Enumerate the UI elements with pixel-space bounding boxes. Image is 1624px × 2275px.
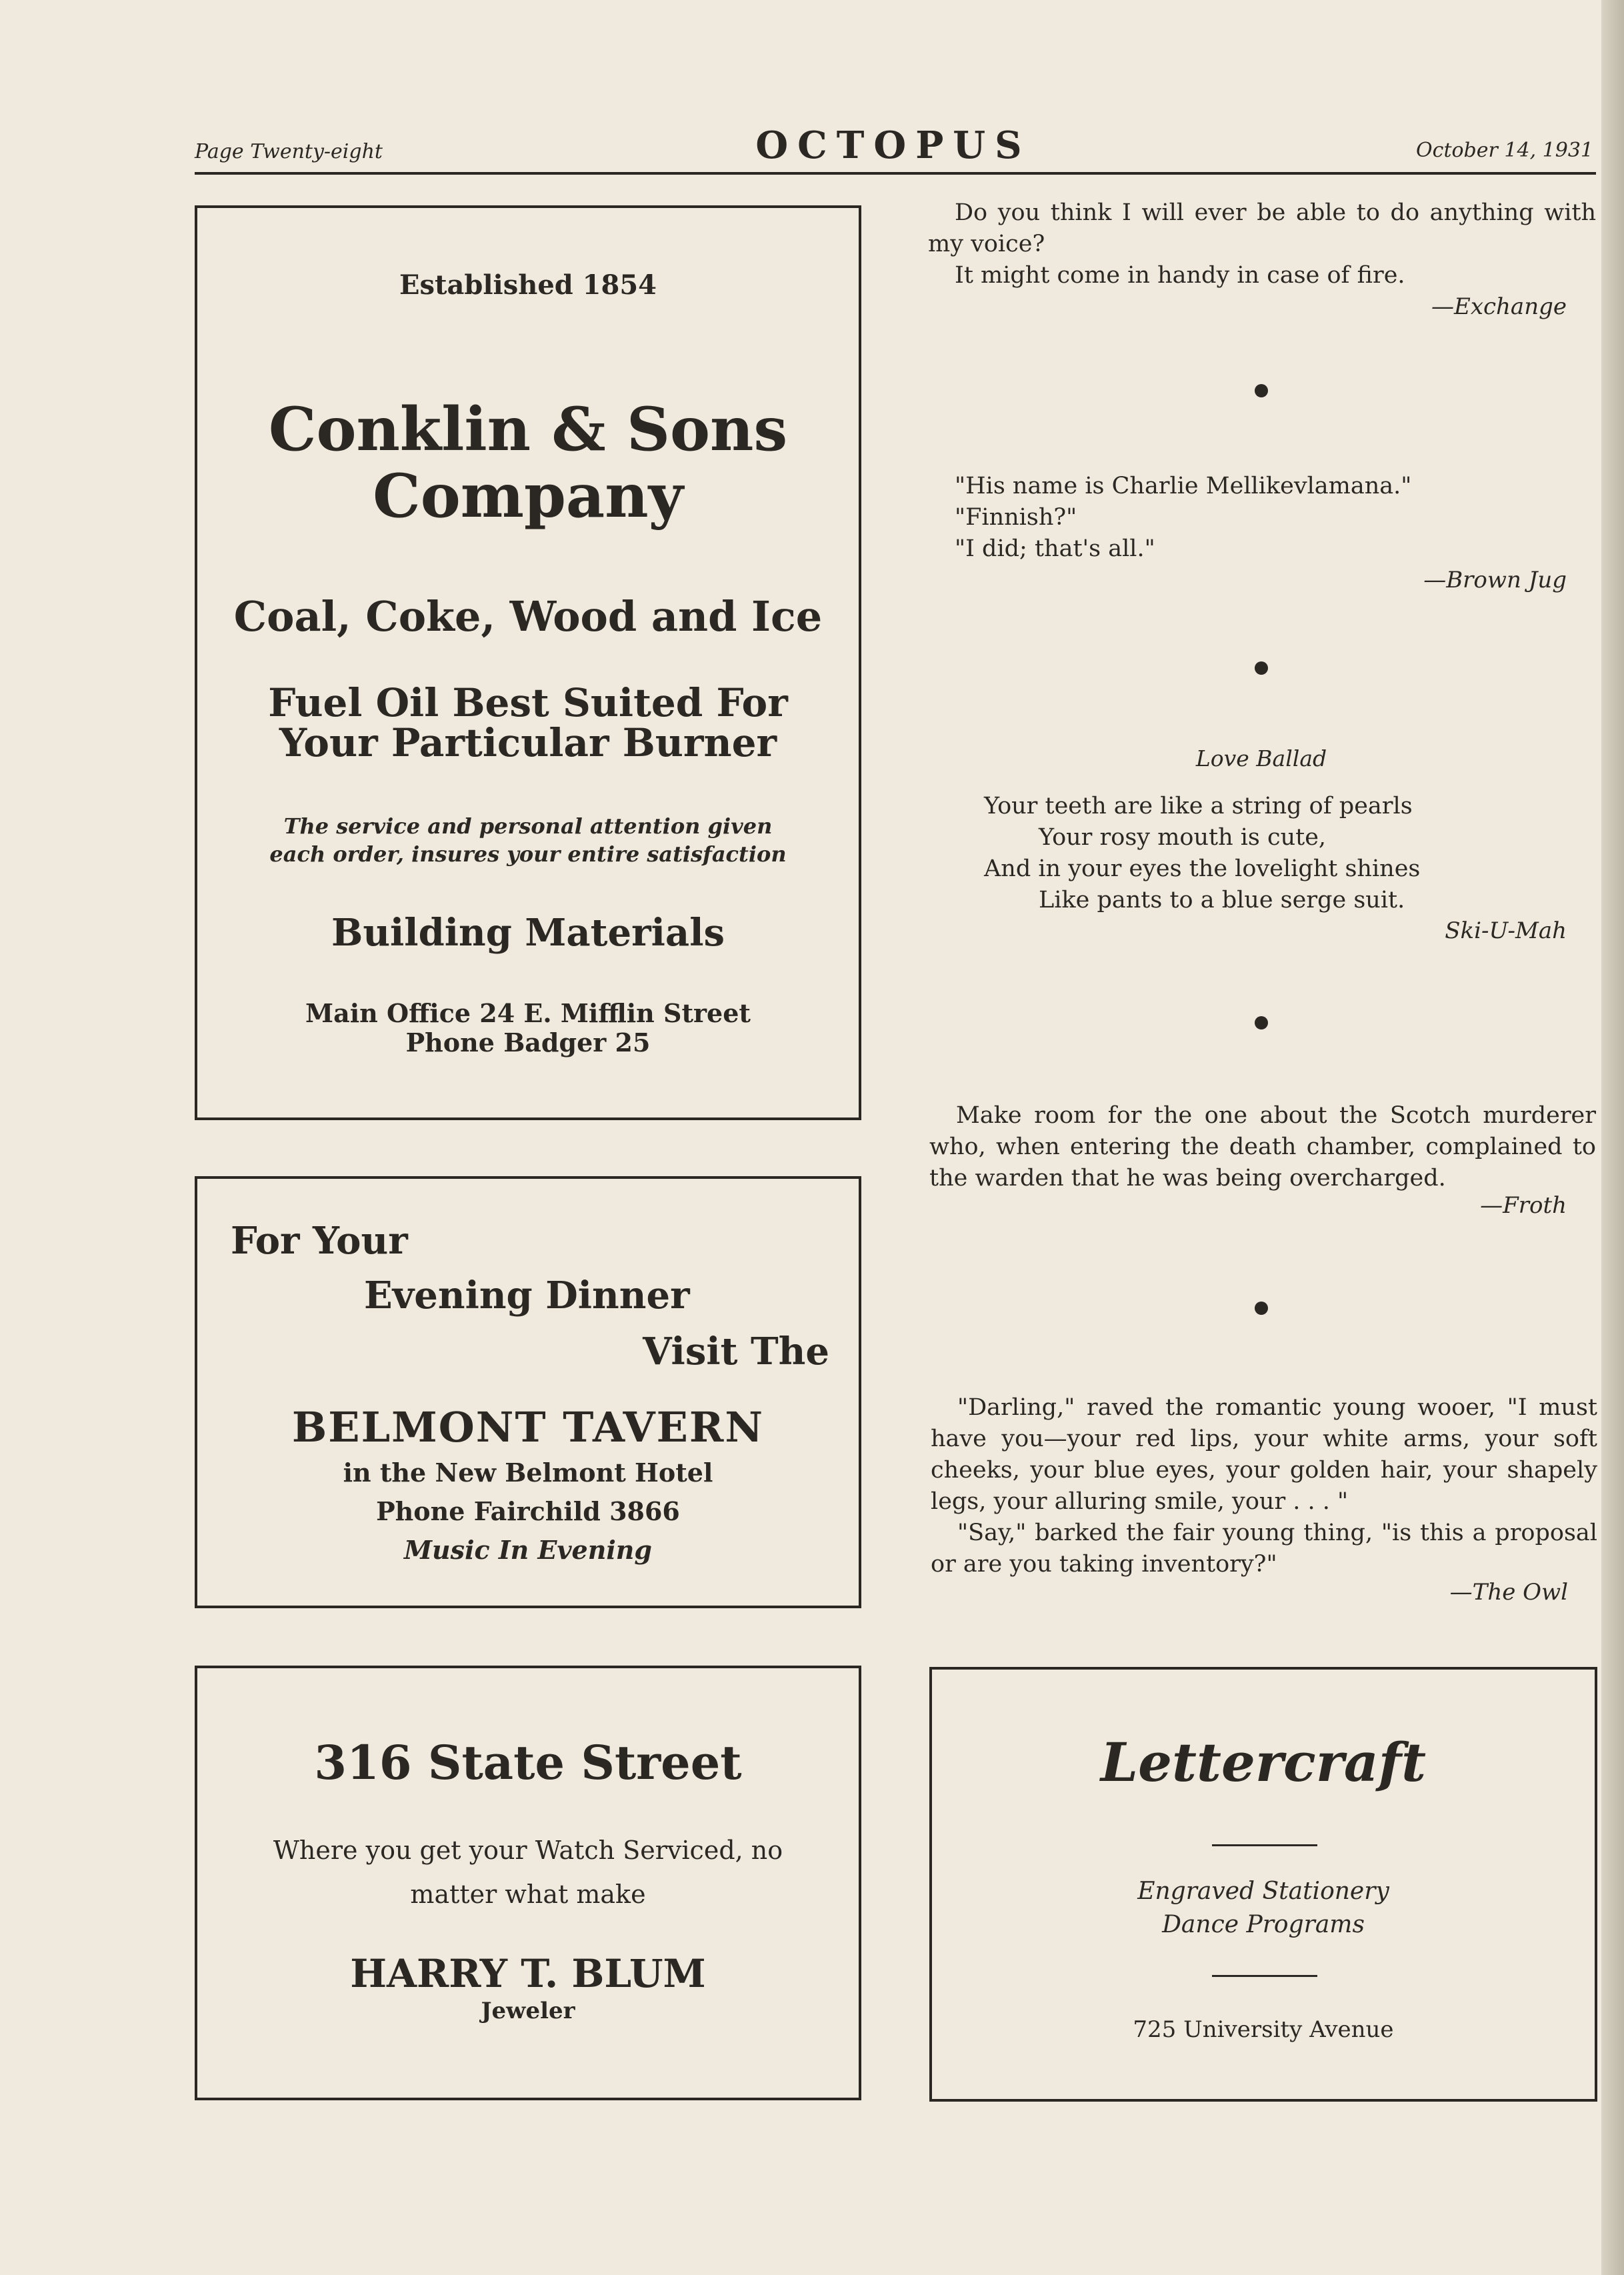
service-line2: each order, insures your entire satisfaction: [269, 841, 787, 867]
source-owl: —The Owl: [1449, 1579, 1568, 1606]
lettercraft-item2: Dance Programs: [1162, 1911, 1365, 1938]
office-info: [197, 999, 859, 1057]
blum-tagline: [224, 1828, 832, 1916]
joke-brown-jug-line1: "His name is Charlie Mellikevlamana.": [955, 473, 1412, 499]
tavern-details: [197, 1454, 859, 1570]
conklin-ad: [195, 205, 861, 1120]
separator-dot: [1255, 384, 1268, 397]
ballad-line4: Like pants to a blue serge suit.: [1039, 887, 1405, 913]
blum-tagline-line2: matter what make: [410, 1880, 646, 1909]
service-line1: The service and personal attention given: [283, 813, 773, 839]
fuel-line2: Your Particular Burner: [279, 720, 777, 765]
belmont-line1: For Your: [231, 1219, 408, 1263]
blum-ad: [195, 1666, 861, 2100]
fuel-line1: Fuel Oil Best Suited For: [268, 680, 788, 725]
joke-brown-jug-line2: "Finnish?": [955, 504, 1077, 531]
blum-name: HARRY T. BLUM: [350, 1951, 706, 1996]
tavern-phone: Phone Fairchild 3866: [376, 1496, 680, 1526]
header-rule: [195, 172, 1596, 175]
lettercraft-ad: [929, 1667, 1597, 2102]
belmont-ad: [195, 1176, 861, 1608]
building-materials: Building Materials: [331, 911, 725, 955]
separator-dot: [1255, 1302, 1268, 1315]
magazine-title: OCTOPUS: [755, 123, 1031, 167]
joke-froth: Make room for the one about the Scotch murderer who, when entering the death chamber, complained to the warden that he was being overcharged.: [929, 1102, 1596, 1192]
source-ski-u-mah: Ski-U-Mah: [1445, 917, 1567, 944]
separator-dot: [1255, 1016, 1268, 1029]
ballad-verse: [984, 791, 1517, 916]
separator-dot: [1255, 661, 1268, 675]
blum-title: Jeweler: [481, 1998, 575, 2024]
service-text: [197, 812, 859, 868]
blum-tagline-line1: Where you get your Watch Serviced, no: [273, 1836, 783, 1865]
joke-exchange: [928, 197, 1596, 291]
belmont-line2: Evening Dinner: [364, 1274, 690, 1318]
company-name-line1: Conklin & Sons: [268, 394, 788, 465]
source-exchange: —Exchange: [1431, 293, 1567, 320]
source-froth: —Froth: [1480, 1192, 1567, 1219]
joke-owl: [931, 1392, 1597, 1580]
belmont-line3: Visit The: [643, 1330, 829, 1374]
lettercraft-rule-top: [1212, 1844, 1317, 1846]
lettercraft-brand: Lettercraft: [1100, 1731, 1427, 1794]
tavern-name: BELMONT TAVERN: [291, 1403, 765, 1452]
joke-owl-para2: "Say," barked the fair young thing, "is this a proposal or are you taking inventory?": [931, 1520, 1597, 1578]
joke-brown-jug-line3: "I did; that's all.": [955, 535, 1155, 562]
company-name-line2: Company: [373, 461, 683, 531]
tavern-music: Music In Evening: [403, 1535, 652, 1565]
tavern-hotel: in the New Belmont Hotel: [343, 1458, 713, 1488]
blum-address: 316 State Street: [314, 1735, 742, 1790]
ballad-line1: Your teeth are like a string of pearls: [984, 793, 1413, 819]
joke-exchange-line1: Do you think I will ever be able to do anything with my voice?: [928, 199, 1596, 257]
page-number: Page Twenty-eight: [195, 140, 383, 163]
joke-brown-jug: [955, 471, 1555, 565]
joke-owl-para1: "Darling," raved the romantic young wooer, "I must have you—your red lips, your white arms, your soft cheeks, your blue eyes, your golden hair, your shapely legs, your alluring smile, your . . . ": [931, 1394, 1597, 1515]
ballad-title: Love Ballad: [1195, 745, 1327, 771]
office-address: Main Office 24 E. Mifflin Street: [305, 998, 751, 1028]
lettercraft-item1: Engraved Stationery: [1137, 1878, 1389, 1905]
fuel-oil-text: [197, 680, 859, 765]
products-text: Coal, Coke, Wood and Ice: [233, 592, 823, 641]
lettercraft-address: 725 University Avenue: [1133, 2016, 1394, 2043]
ballad-line3: And in your eyes the lovelight shines: [984, 855, 1421, 882]
office-phone: Phone Badger 25: [405, 1027, 651, 1057]
page-edge: [1601, 0, 1624, 2275]
joke-exchange-line2: It might come in handy in case of fire.: [955, 262, 1405, 289]
lettercraft-items: [932, 1875, 1595, 1942]
company-name: [197, 396, 859, 529]
lettercraft-rule-bottom: [1212, 1975, 1317, 1977]
ballad-line2: Your rosy mouth is cute,: [1039, 824, 1327, 851]
established-text: Established 1854: [399, 269, 657, 301]
issue-date: October 14, 1931: [1416, 139, 1593, 162]
source-brown-jug: —Brown Jug: [1423, 567, 1567, 593]
